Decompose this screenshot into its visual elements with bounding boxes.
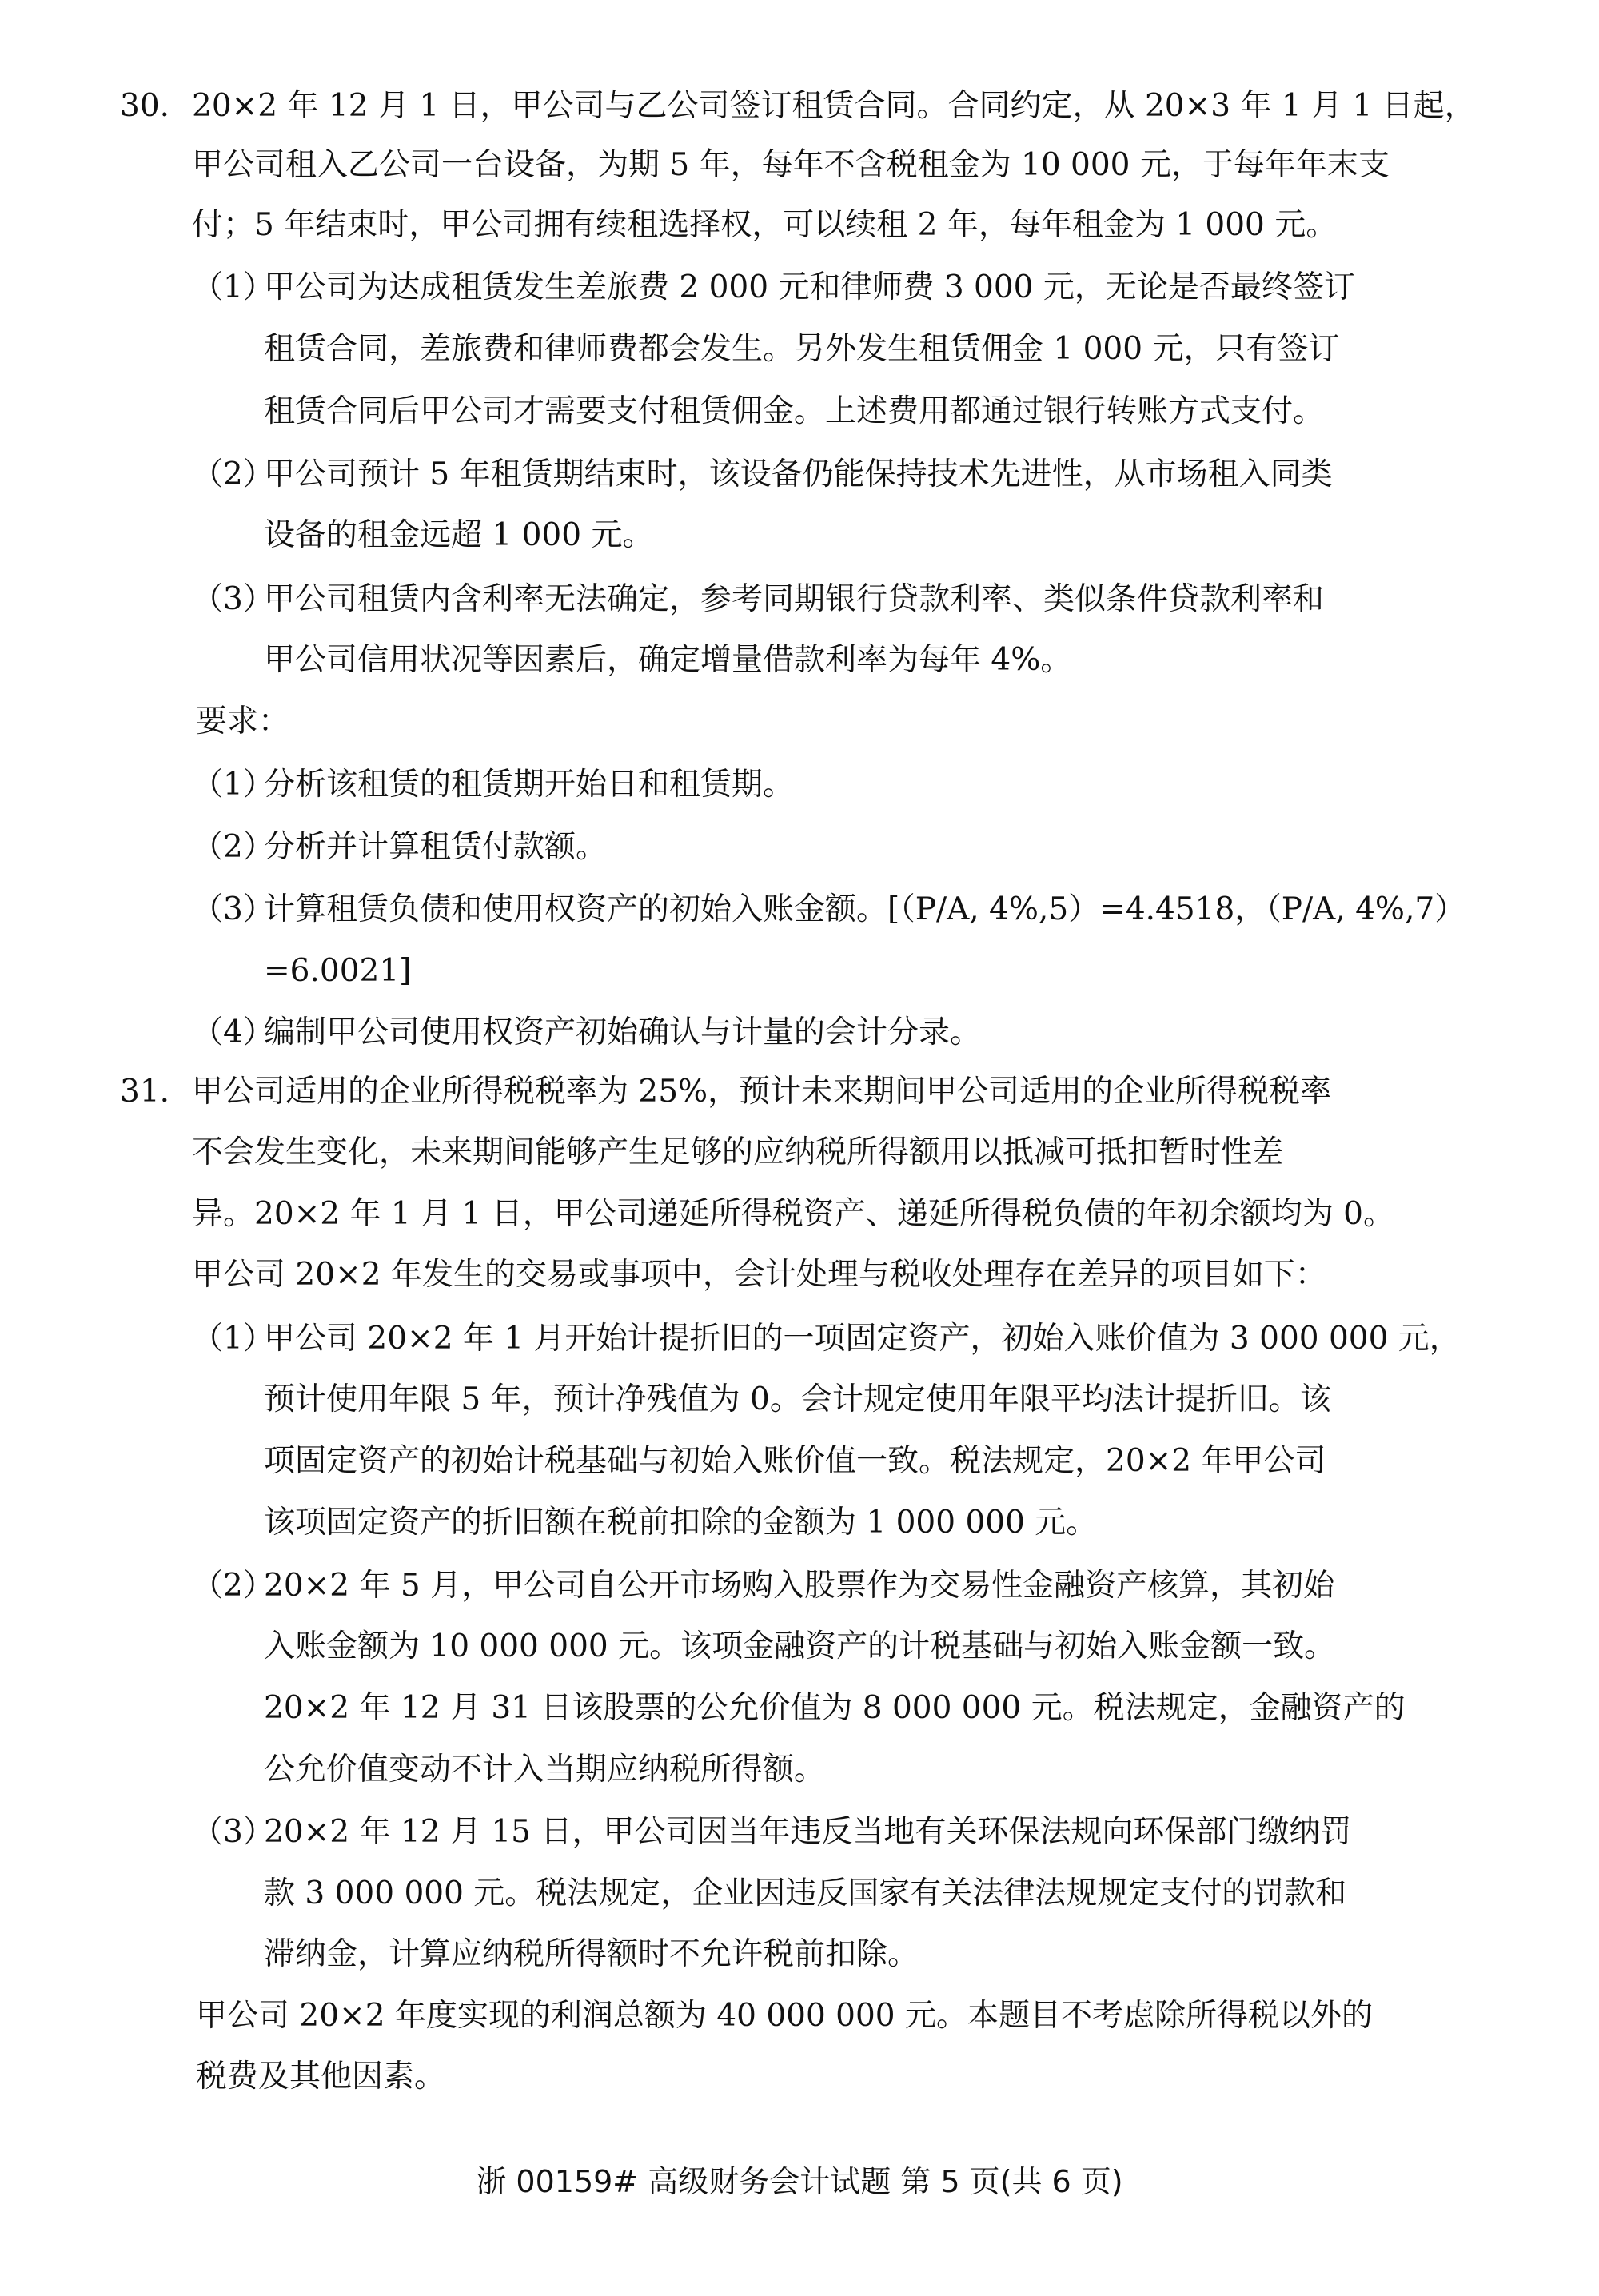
q31-closing-line-2: 税费及其他因素。 [196, 2059, 446, 2095]
q30-cond-3-label: （3） [192, 581, 274, 617]
q31-cond-1-line-3: 项固定资产的初始计税基础与初始入账价值一致。税法规定，20×2 年甲公司 [264, 1443, 1326, 1479]
q30-req-3-label: （3） [192, 891, 274, 927]
q31-cond-3-label: （3） [192, 1814, 274, 1850]
q30-req-4-line-1: 编制甲公司使用权资产初始确认与计量的会计分录。 [264, 1014, 982, 1050]
q31-cond-1-line-1: 甲公司 20×2 年 1 月开始计提折旧的一项固定资产，初始入账价值为 3 000 000 元， [264, 1321, 1461, 1357]
q31-cond-1-line-2: 预计使用年限 5 年，预计净残值为 0。会计规定使用年限平均法计提折旧。该 [264, 1381, 1331, 1417]
q31-cond-2-line-4: 公允价值变动不计入当期应纳税所得额。 [264, 1752, 826, 1788]
q30-cond-2-line-1: 甲公司预计 5 年租赁期结束时，该设备仍能保持技术先进性，从市场租入同类 [264, 456, 1333, 492]
q31-stem-line-3: 异。20×2 年 1 月 1 日，甲公司递延所得税资产、递延所得税负债的年初余额均为 0。 [192, 1196, 1394, 1232]
q31-cond-2-label: （2） [192, 1568, 274, 1604]
q30-req-3-line-1: 计算租赁负债和使用权资产的初始入账金额。[（P/A, 4%,5）=4.4518，（P/A, 4%,7） [264, 891, 1466, 927]
question-30-number: 30. [120, 88, 170, 124]
q30-req-4-label: （4） [192, 1014, 274, 1050]
q30-req-2-line-1: 分析并计算租赁付款额。 [264, 829, 608, 865]
q30-stem-line-1: 20×2 年 12 月 1 日，甲公司与乙公司签订租赁合同。合同约定，从 20×3 年 1 月 1 日起， [192, 88, 1476, 124]
q31-stem-line-2: 不会发生变化，未来期间能够产生足够的应纳税所得额用以抵减可抵扣暂时性差 [192, 1134, 1284, 1170]
q31-stem-line-1: 甲公司适用的企业所得税税率为 25%，预计未来期间甲公司适用的企业所得税税率 [192, 1074, 1332, 1110]
q31-cond-1-line-4: 该项固定资产的折旧额在税前扣除的金额为 1 000 000 元。 [264, 1505, 1098, 1541]
q31-stem-line-4: 甲公司 20×2 年发生的交易或事项中，会计处理与税收处理存在差异的项目如下： [192, 1257, 1326, 1293]
q30-req-3-line-2: =6.0021] [264, 953, 412, 989]
q31-cond-2-line-3: 20×2 年 12 月 31 日该股票的公允价值为 8 000 000 元。税法规定，金融资产的 [264, 1690, 1406, 1726]
q31-cond-3-line-1: 20×2 年 12 月 15 日，甲公司因当年违反当地有关环保法规向环保部门缴纳罚 [264, 1814, 1352, 1850]
q30-cond-1-line-2: 租赁合同，差旅费和律师费都会发生。另外发生租赁佣金 1 000 元，只有签订 [264, 331, 1340, 367]
q30-req-1-label: （1） [192, 767, 274, 803]
q31-cond-3-line-3: 滞纳金，计算应纳税所得额时不允许税前扣除。 [264, 1936, 919, 1972]
q30-cond-1-line-3: 租赁合同后甲公司才需要支付租赁佣金。上述费用都通过银行转账方式支付。 [264, 393, 1325, 429]
q30-cond-3-line-1: 甲公司租赁内含利率无法确定，参考同期银行贷款利率、类似条件贷款利率和 [264, 581, 1325, 617]
q30-stem-line-2: 甲公司租入乙公司一台设备，为期 5 年，每年不含税租金为 10 000 元，于每年年末支 [192, 147, 1390, 183]
q30-cond-1-label: （1） [192, 269, 274, 305]
q30-cond-2-line-2: 设备的租金远超 1 000 元。 [264, 517, 654, 553]
q30-req-2-label: （2） [192, 829, 274, 865]
q30-stem-line-3: 付；5 年结束时，甲公司拥有续租选择权，可以续租 2 年，每年租金为 1 000 元。 [192, 207, 1338, 243]
q30-requirements-title: 要求： [196, 704, 290, 739]
q31-closing-line-1: 甲公司 20×2 年度实现的利润总额为 40 000 000 元。本题目不考虑除所得税以外的 [196, 1998, 1374, 2034]
question-31-number: 31. [120, 1074, 170, 1110]
q30-cond-1-line-1: 甲公司为达成租赁发生差旅费 2 000 元和律师费 3 000 元，无论是否最终签订 [264, 269, 1355, 305]
q31-cond-2-line-2: 入账金额为 10 000 000 元。该项金融资产的计税基础与初始入账金额一致。 [264, 1628, 1336, 1664]
q31-cond-2-line-1: 20×2 年 5 月，甲公司自公开市场购入股票作为交易性金融资产核算，其初始 [264, 1568, 1335, 1604]
q30-cond-3-line-2: 甲公司信用状况等因素后，确定增量借款利率为每年 4%。 [264, 642, 1072, 678]
page-footer: 浙 00159# 高级财务会计试题 第 5 页(共 6 页) [476, 2164, 1123, 2199]
q30-req-1-line-1: 分析该租赁的租赁期开始日和租赁期。 [264, 767, 795, 803]
q31-cond-1-label: （1） [192, 1321, 274, 1357]
q31-cond-3-line-2: 款 3 000 000 元。税法规定，企业因违反国家有关法律法规规定支付的罚款和 [264, 1875, 1347, 1911]
q30-cond-2-label: （2） [192, 456, 274, 492]
